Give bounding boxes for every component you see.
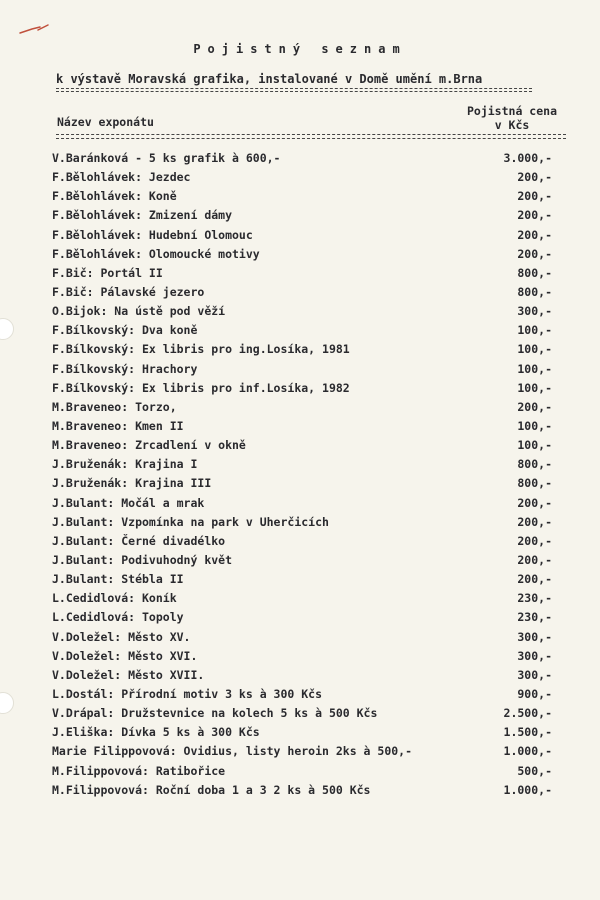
list-item [52,762,552,781]
item-name: V.Doležel: Město XVII. [52,667,205,682]
list-item [52,685,552,704]
item-price: 100,- [517,380,552,395]
list-item [52,302,552,321]
item-price: 200,- [517,399,552,414]
item-name: F.Bílkovský: Hrachory [52,361,198,376]
list-item [52,781,552,800]
item-price: 300,- [517,667,552,682]
item-price: 1.000,- [503,782,552,797]
column-header-price-line2: v Kčs [494,118,530,132]
list-item [52,474,552,493]
item-price: 1.000,- [503,744,552,759]
item-price: 1.500,- [503,725,552,740]
list-item [52,742,552,761]
item-price: 100,- [517,342,552,357]
item-name: F.Bělohlávek: Koně [52,189,177,204]
item-name: M.Braveneo: Kmen II [52,418,184,433]
item-name: L.Dostál: Přírodní motiv 3 ks à 300 Kčs [52,686,323,701]
item-name: F.Bělohlávek: Olomoucké motivy [52,246,260,261]
punch-hole-top [0,318,14,340]
item-price: 200,- [517,208,552,223]
list-item [52,455,552,474]
item-price: 800,- [517,476,552,491]
item-price: 100,- [517,418,552,433]
item-price: 200,- [517,572,552,587]
item-price: 230,- [517,610,552,625]
item-name: F.Bič: Pálavské jezero [52,284,205,299]
item-price: 2.500,- [503,706,552,721]
list-item [52,628,552,647]
item-price: 200,- [517,189,552,204]
list-item [52,379,552,398]
item-name: J.Bulant: Vzpomínka na park v Uherčicích [52,514,329,529]
document-subtitle: k výstavě Moravská grafika, instalované v Domě umění m.Brna [56,72,532,89]
list-item [52,666,552,685]
item-name: M.Braveneo: Torzo, [52,399,177,414]
item-price: 500,- [517,763,552,778]
list-item [52,532,552,551]
list-item [52,187,552,206]
item-price: 800,- [517,265,552,280]
item-price: 200,- [517,170,552,185]
red-pencil-mark [18,22,54,36]
item-price: 200,- [517,246,552,261]
list-item [52,264,552,283]
list-item [52,226,552,245]
item-name: J.Bulant: Podivuhodný květ [52,552,233,567]
item-name: V.Drápal: Družstevnice na kolech 5 ks à 500 Kčs [52,706,378,721]
item-name: F.Bělohlávek: Hudební Olomouc [52,227,253,242]
item-name: L.Cedidlová: Koník [52,591,177,606]
list-item [52,283,552,302]
item-name: F.Bělohlávek: Zmizení dámy [52,208,233,223]
item-price: 300,- [517,304,552,319]
column-header-price [452,104,572,132]
item-price: 200,- [517,533,552,548]
list-item [52,589,552,608]
item-name: F.Bílkovský: Ex libris pro inf.Losíka, 1982 [52,380,350,395]
list-item [52,551,552,570]
list-item [52,647,552,666]
item-name: V.Doležel: Město XV. [52,629,191,644]
item-name: O.Bijok: Na ústě pod věží [52,304,226,319]
item-price: 800,- [517,457,552,472]
item-price: 300,- [517,629,552,644]
item-name: F.Bílkovský: Dva koně [52,323,198,338]
item-price: 3.000,- [503,151,552,165]
list-item [52,723,552,742]
item-price: 230,- [517,591,552,606]
list-item [52,360,552,379]
list-item [52,149,552,168]
punch-hole-bottom [0,692,14,714]
list-item [52,570,552,589]
header-rule [56,134,566,139]
item-name: M.Braveneo: Zrcadlení v okně [52,438,246,453]
item-name: F.Bělohlávek: Jezdec [52,170,191,185]
item-name: V.Doležel: Město XVI. [52,648,198,663]
item-price: 200,- [517,552,552,567]
item-price: 100,- [517,438,552,453]
list-item [52,513,552,532]
list-item [52,206,552,225]
item-name: M.Filippovová: Roční doba 1 a 3 2 ks à 500 Kčs [52,782,371,797]
list-item [52,168,552,187]
list-item [52,340,552,359]
list-item [52,245,552,264]
item-price: 800,- [517,284,552,299]
item-name: J.Bulant: Močál a mrak [52,495,205,510]
column-header-name: Název exponátu [57,115,154,129]
item-list [52,149,552,800]
item-price: 200,- [517,514,552,529]
item-name: J.Bulant: Stébla II [52,572,184,587]
document-title: Pojistný seznam [193,42,407,56]
item-name: J.Bruženák: Krajina I [52,457,198,472]
list-item [52,321,552,340]
item-name: M.Filippovová: Ratibořice [52,763,226,778]
item-price: 900,- [517,686,552,701]
item-price: 200,- [517,495,552,510]
list-item [52,608,552,627]
item-price: 100,- [517,361,552,376]
item-price: 100,- [517,323,552,338]
item-name: J.Bruženák: Krajina III [52,476,212,491]
item-name: L.Cedidlová: Topoly [52,610,184,625]
list-item [52,494,552,513]
item-name: V.Baránková - 5 ks grafik à 600,- [52,151,281,165]
item-name: J.Eliška: Dívka 5 ks à 300 Kčs [52,725,260,740]
item-price: 300,- [517,648,552,663]
list-item [52,398,552,417]
column-header-price-line1: Pojistná cena [466,104,557,118]
list-item [52,704,552,723]
item-price: 200,- [517,227,552,242]
list-item [52,417,552,436]
item-name: J.Bulant: Černé divadélko [52,533,226,548]
item-name: F.Bílkovský: Ex libris pro ing.Losíka, 1981 [52,342,350,357]
list-item [52,436,552,455]
item-name: F.Bič: Portál II [52,265,163,280]
item-name: Marie Filippovová: Ovidius, listy heroin 2ks à 500,- [52,744,413,759]
